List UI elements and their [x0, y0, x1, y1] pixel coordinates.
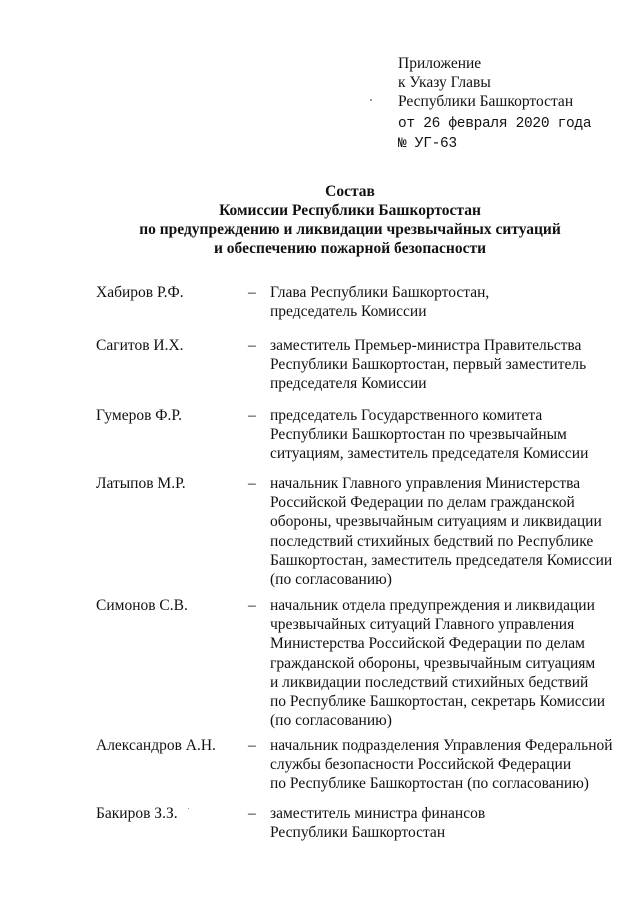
member-dash: –: [248, 805, 256, 822]
member-name: Симонов С.В.: [96, 597, 188, 614]
member-role: начальник отдела предупреждения и ликвидации чрезвычайных ситуаций Главного управления Министерства Российской Федерации по делам гражданской обороны, чрезвычайным ситуациям и ликвидации последствий стихийных бедствий по Республике Башкортостан, секретарь Комиссии (по согласованию): [270, 597, 606, 730]
member-dash: –: [248, 597, 256, 614]
member-role: заместитель Премьер-министра Правительства Республики Башкортостан, первый заместитель председателя Комиссии: [270, 337, 587, 393]
member-role: Глава Республики Башкортостан, председатель Комиссии: [270, 284, 490, 321]
member-role: председатель Государственного комитета Республики Башкортостан по чрезвычайным ситуациям, заместитель председателя Комиссии: [270, 407, 589, 463]
scan-speck: [370, 99, 372, 101]
member-role: начальник Главного управления Министерства Российской Федерации по делам гражданской обороны, чрезвычайным ситуациям и ликвидации последствий стихийных бедствий по Республике Башкортостан, заместитель председателя Комиссии (по согласованию): [270, 475, 613, 589]
member-name: Александров А.Н.: [96, 737, 216, 754]
member-name: Гумеров Ф.Р.: [96, 407, 182, 424]
scan-speck: [188, 808, 189, 809]
document-title: [60, 182, 640, 258]
title-line-1: Состав: [325, 183, 375, 200]
appendix-line-1: Приложение: [398, 55, 482, 72]
member-name: Сагитов И.Х.: [96, 337, 184, 354]
title-line-4: и обеспечению пожарной безопасности: [213, 240, 487, 257]
appendix-line-2: к Указу Главы: [398, 74, 491, 91]
title-line-2: Комиссии Республики Башкортостан: [219, 202, 481, 219]
member-dash: –: [248, 737, 256, 754]
member-name: Хабиров Р.Ф.: [96, 284, 184, 301]
member-role: заместитель министра финансов Республики Башкортостан: [270, 805, 486, 842]
appendix-number: № УГ-63: [398, 136, 457, 152]
member-dash: –: [248, 475, 256, 492]
member-dash: –: [248, 407, 256, 424]
member-dash: –: [248, 337, 256, 354]
title-line-3: по предупреждению и ликвидации чрезвычайных ситуаций: [139, 221, 561, 238]
appendix-header: [398, 54, 591, 154]
member-name: Латыпов М.Р.: [96, 475, 186, 492]
member-dash: –: [248, 284, 256, 301]
appendix-line-3: Республики Башкортостан: [398, 93, 574, 110]
member-role: начальник подразделения Управления Федеральной службы безопасности Российской Федерации по Республике Башкортостан (по согласованию): [270, 737, 613, 793]
member-name: Бакиров З.З.: [96, 805, 178, 822]
appendix-date: от 26 февраля 2020 года: [398, 116, 592, 132]
